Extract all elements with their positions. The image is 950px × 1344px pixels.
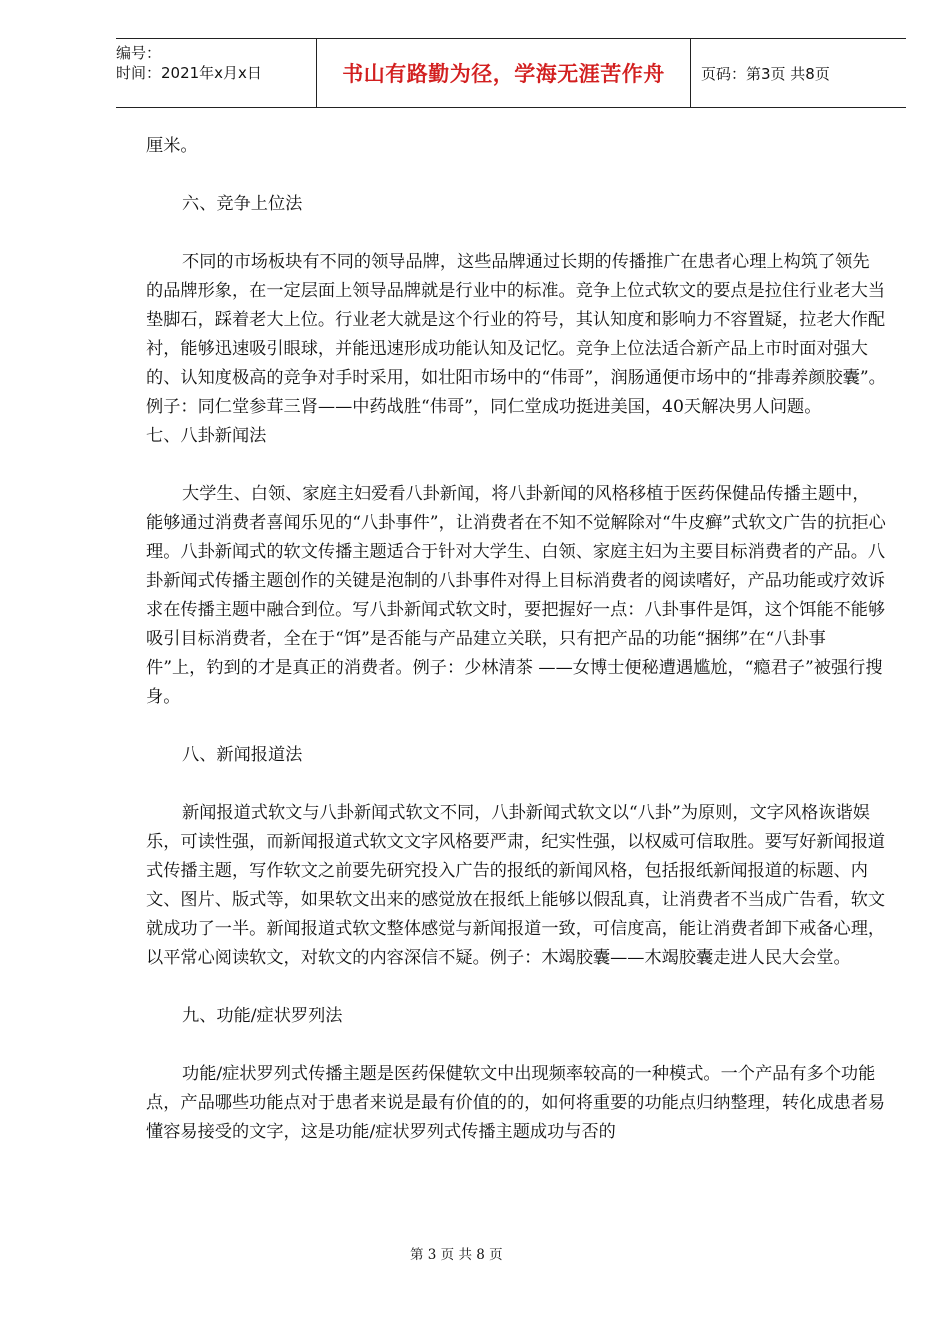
document-number-label: 编号：	[116, 44, 162, 62]
paragraph-section-8: 新闻报道式软文与八卦新闻式软文不同，八卦新闻式软文以“八卦”为原则，文字风格诙谐娱乐，可读性强，而新闻报道式软文文字风格要严肃，纪实性强，以权威可信取胜。要写好新闻报道式传播主题，写作软文之前要先研究投入广告的报纸的新闻风格，包括报纸新闻报道的标题、内文、图片、版式等，如果软文出来的感觉放在报纸上能够以假乱真，让消费者不当成广告看，软文就成功了一半。新闻报道式软文整体感觉与新闻报道一致，可信度高，能让消费者卸下戒备心理，以平常心阅读软文，对软文的内容深信不疑。例子：木竭胶囊——木竭胶囊走进人民大会堂。	[146, 803, 886, 968]
section-heading-9: 九、功能/症状罗列法	[182, 1006, 343, 1026]
paragraph-section-7: 大学生、白领、家庭主妇爱看八卦新闻，将八卦新闻的风格移植于医药保健品传播主题中，能够通过消费者喜闻乐见的“八卦事件”，让消费者在不知不觉解除对“牛皮癣”式软文广告的抗拒心理。八卦新闻式的软文传播主题适合于针对大学生、白领、家庭主妇为主要目标消费者的产品。八卦新闻式传播主题创作的关键是泡制的八卦事件对得上目标消费者的阅读嗜好，产品功能或疗效诉求在传播主题中融合到位。写八卦新闻式软文时，要把握好一点：八卦事件是饵，这个饵能不能够吸引目标消费者，全在于“饵”是否能与产品建立关联，只有把产品的功能“捆绑”在“八卦事件”上，钓到的才是真正的消费者。例子：少林清茶 ——女博士便秘遭遇尴尬，“瘾君子”被强行搜身。	[146, 484, 886, 707]
header-meta	[116, 39, 316, 107]
section-heading-7: 七、八卦新闻法	[146, 426, 267, 446]
document-body	[146, 132, 886, 1147]
header-page-number: 页码：第3页 共8页	[701, 64, 830, 83]
paragraph-continuation: 厘米。	[146, 136, 198, 156]
document-time-label: 时间：2021年x月x日	[116, 64, 262, 82]
section-heading-8: 八、新闻报道法	[182, 745, 303, 765]
page-header	[116, 38, 906, 108]
section-heading-6: 六、竞争上位法	[182, 194, 303, 214]
header-motto: 书山有路勤为径，学海无涯苦作舟	[316, 39, 691, 107]
paragraph-section-9: 功能/症状罗列式传播主题是医药保健软文中出现频率较高的一种模式。一个产品有多个功能点，产品哪些功能点对于患者来说是最有价值的的，如何将重要的功能点归纳整理，转化成患者易懂容易接受的文字，这是功能/症状罗列式传播主题成功与否的	[146, 1064, 886, 1142]
page-footer: 第 3 页 共 8 页	[410, 1247, 503, 1263]
paragraph-section-6: 不同的市场板块有不同的领导品牌，这些品牌通过长期的传播推广在患者心理上构筑了领先的品牌形象，在一定层面上领导品牌就是行业中的标准。竞争上位式软文的要点是拉住行业老大当垫脚石，踩着老大上位。行业老大就是这个行业的符号，其认知度和影响力不容置疑，拉老大作配衬，能够迅速吸引眼球，并能迅速形成功能认知及记忆。竞争上位法适合新产品上市时面对强大的、认知度极高的竞争对手时采用，如壮阳市场中的“伟哥”，润肠通便市场中的“排毒养颜胶囊”。例子：同仁堂参茸三肾——中药战胜“伟哥”，同仁堂成功挺进美国，40天解决男人问题。	[146, 252, 886, 417]
